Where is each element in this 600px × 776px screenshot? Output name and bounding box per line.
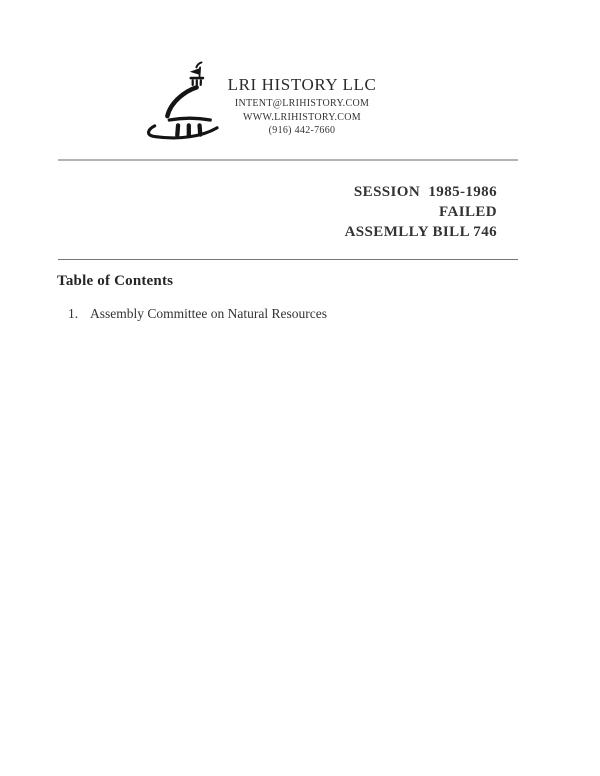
company-name: LRI HISTORY LLC bbox=[227, 75, 377, 94]
company-website: WWW.LRIHISTORY.COM bbox=[242, 111, 361, 123]
divider-top bbox=[58, 159, 518, 161]
toc-item bbox=[68, 305, 327, 323]
divider-bottom bbox=[58, 259, 518, 260]
session-years: SESSION 1985-1986 bbox=[353, 184, 497, 200]
toc-item-label: Assembly Committee on Natural Resources bbox=[90, 306, 327, 321]
company-phone: (916) 442-7660 bbox=[268, 125, 336, 136]
company-email: INTENT@LRIHISTORY.COM bbox=[234, 98, 370, 109]
toc-list bbox=[68, 305, 327, 323]
contact-block bbox=[212, 97, 392, 138]
session-block bbox=[58, 182, 497, 242]
toc-heading: Table of Contents bbox=[57, 273, 174, 289]
toc-item-number: 1. bbox=[68, 306, 79, 321]
bill-number: ASSEMLLY BILL 746 bbox=[344, 224, 497, 240]
bill-status: FAILED bbox=[439, 204, 497, 220]
capitol-dome-icon bbox=[142, 58, 220, 142]
